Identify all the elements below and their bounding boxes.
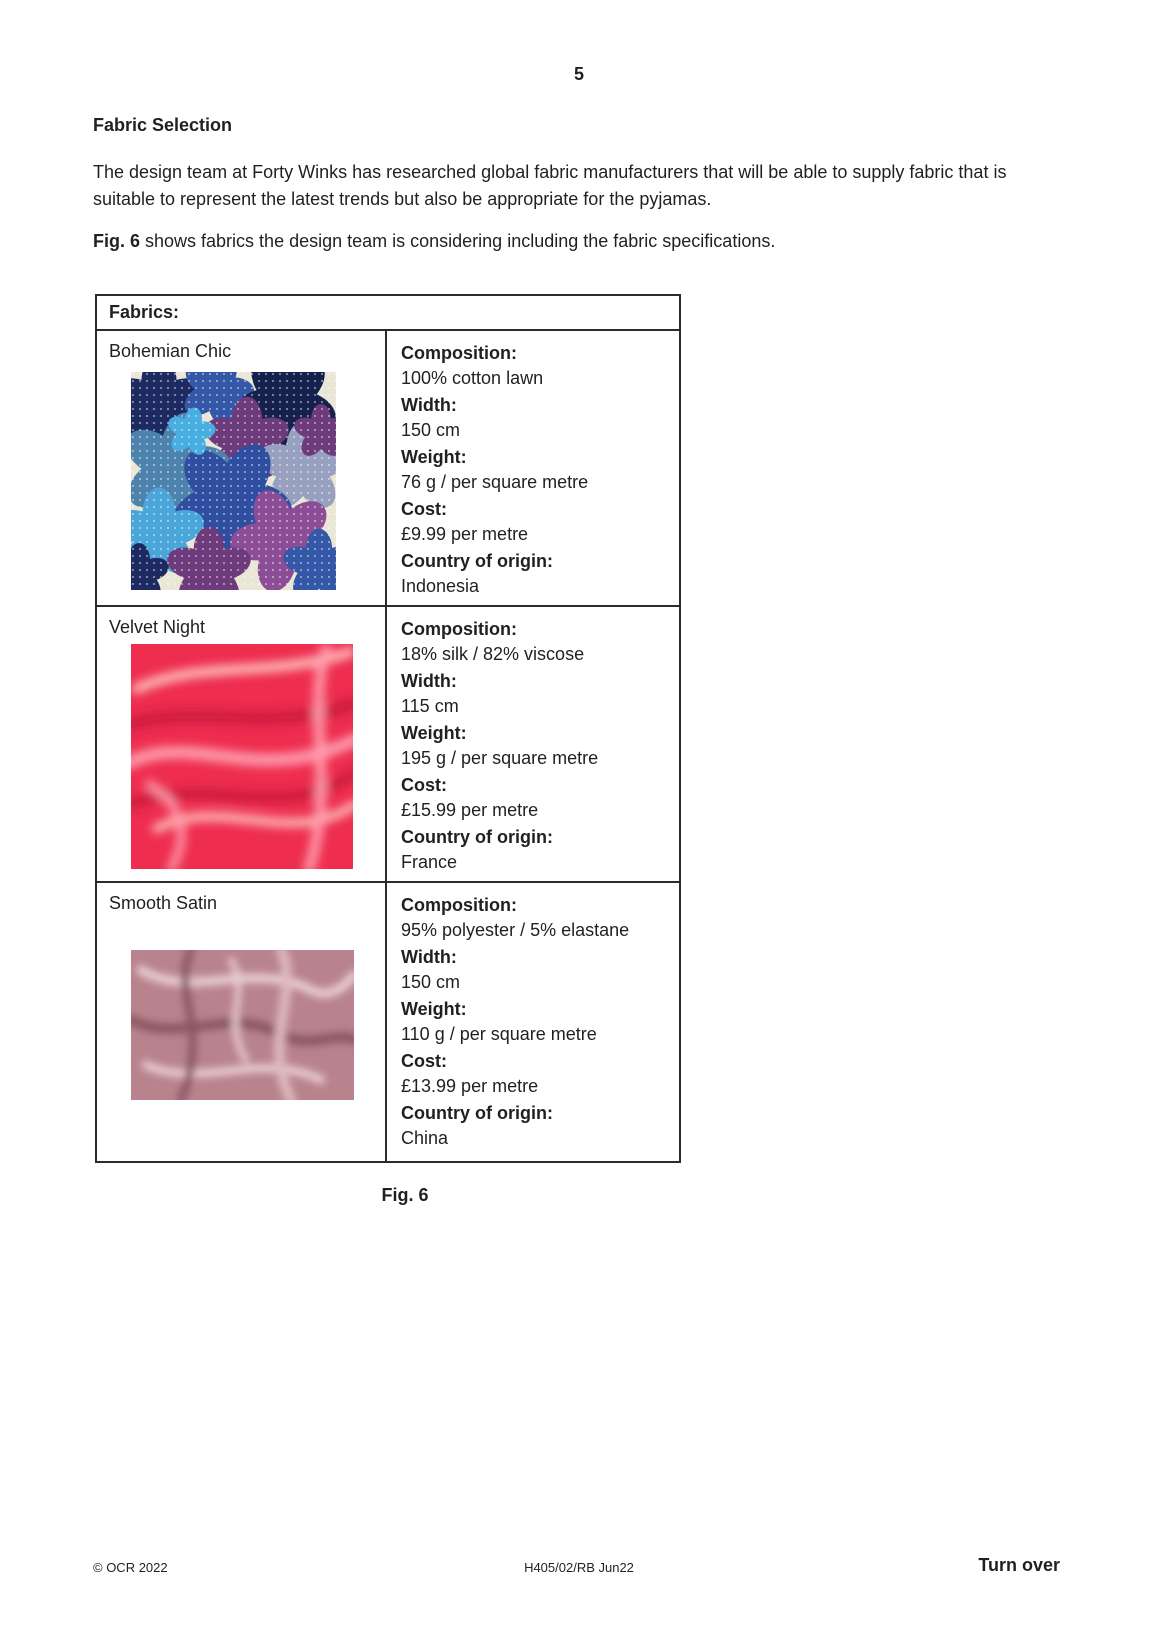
spec-value: China xyxy=(401,1128,449,1148)
spec-label: Width: xyxy=(401,395,457,415)
figure-reference-text: shows fabrics the design team is considering including the fabric specifications. xyxy=(140,231,776,251)
spec-label: Country of origin: xyxy=(401,1103,553,1123)
spec-value: £13.99 per metre xyxy=(401,1076,539,1096)
spec-label: Weight: xyxy=(401,723,467,743)
spec-label: Composition: xyxy=(401,343,517,363)
spec-label: Weight: xyxy=(401,447,467,467)
figure-reference-bold: Fig. 6 xyxy=(93,231,141,251)
spec-label: Composition: xyxy=(401,619,517,639)
fabric-specs-smooth-satin xyxy=(387,883,679,1161)
fabric-name: Velvet Night xyxy=(109,617,206,637)
intro-paragraph: The design team at Forty Winks has researched global fabric manufacturers that will be able to supply fabric that is suitable to represent the latest trends but also be appropriate for the pyjamas. xyxy=(93,162,1007,209)
velvet-night-fabric-image xyxy=(131,644,353,869)
spec-value: 18% silk / 82% viscose xyxy=(401,644,585,664)
spec-value: 95% polyester / 5% elastane xyxy=(401,920,630,940)
footer-document-code: H405/02/RB Jun22 xyxy=(524,1560,634,1575)
figure-caption: Fig. 6 xyxy=(381,1185,429,1205)
fabric-cell-bohemian-chic xyxy=(97,331,387,605)
smooth-satin-fabric-image xyxy=(131,950,354,1100)
table-row-bohemian-chic xyxy=(97,331,679,607)
spec-value: £9.99 per metre xyxy=(401,524,529,544)
fabric-specs-bohemian-chic xyxy=(387,331,679,605)
footer-copyright: © OCR 2022 xyxy=(93,1560,168,1575)
spec-value: 150 cm xyxy=(401,972,461,992)
fabrics-table-header: Fabrics: xyxy=(97,296,679,331)
spec-label: Country of origin: xyxy=(401,551,553,571)
fabric-specs-velvet-night xyxy=(387,607,679,881)
spec-value: £15.99 per metre xyxy=(401,800,539,820)
spec-label: Weight: xyxy=(401,999,467,1019)
fabric-name: Smooth Satin xyxy=(109,893,218,913)
spec-label: Composition: xyxy=(401,895,517,915)
page-title: Fabric Selection xyxy=(93,115,233,135)
spec-label: Cost: xyxy=(401,775,447,795)
spec-label: Width: xyxy=(401,671,457,691)
footer-turn-over: Turn over xyxy=(978,1555,1060,1575)
fabric-cell-velvet-night xyxy=(97,607,387,881)
spec-value: Indonesia xyxy=(401,576,480,596)
table-row-velvet-night xyxy=(97,607,679,883)
spec-value: France xyxy=(401,852,458,872)
spec-label: Cost: xyxy=(401,1051,447,1071)
fabrics-table xyxy=(95,294,681,1163)
page-number: 5 xyxy=(573,64,584,84)
spec-label: Country of origin: xyxy=(401,827,553,847)
fabric-name: Bohemian Chic xyxy=(109,341,232,361)
spec-value: 115 cm xyxy=(401,696,459,716)
spec-value: 195 g / per square metre xyxy=(401,748,599,768)
spec-label: Width: xyxy=(401,947,457,967)
bohemian-chic-fabric-image xyxy=(131,372,336,590)
figure-reference-line xyxy=(93,231,1037,252)
spec-value: 100% cotton lawn xyxy=(401,368,544,388)
spec-label: Cost: xyxy=(401,499,447,519)
spec-value: 150 cm xyxy=(401,420,461,440)
spec-value: 110 g / per square metre xyxy=(401,1024,597,1044)
spec-value: 76 g / per square metre xyxy=(401,472,589,492)
fabric-cell-smooth-satin xyxy=(97,883,387,1161)
table-row-smooth-satin xyxy=(97,883,679,1161)
